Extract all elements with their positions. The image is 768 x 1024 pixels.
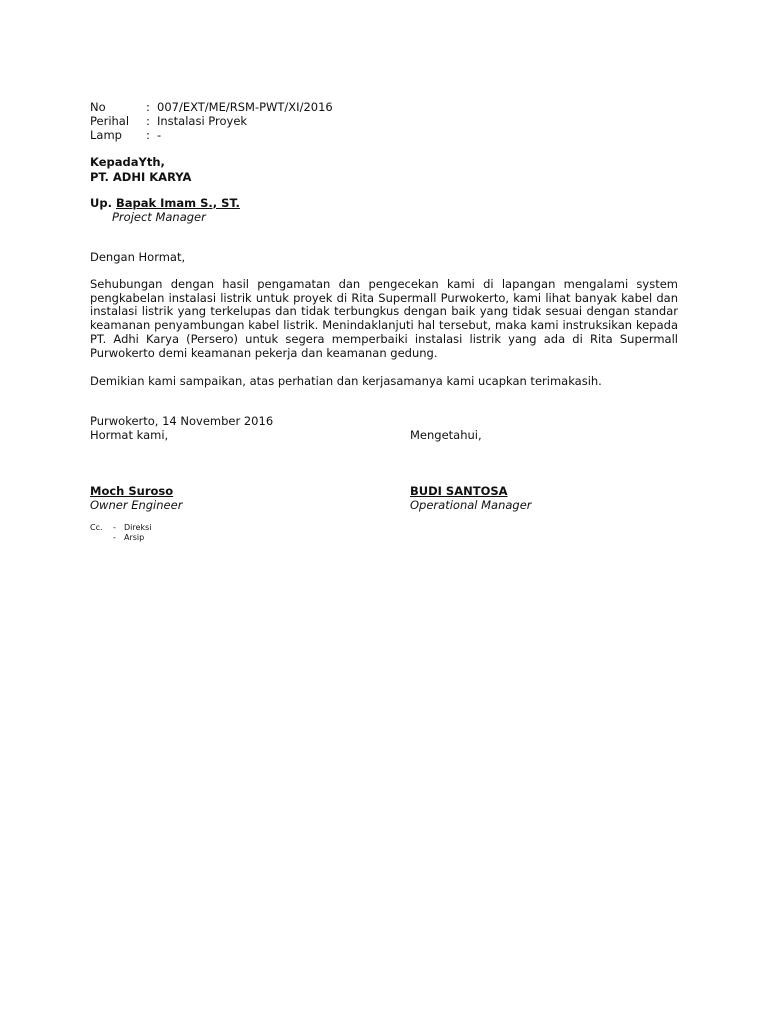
meta-row-attachment <box>90 128 333 142</box>
attention-line <box>90 196 240 210</box>
meta-row-number <box>90 100 333 114</box>
recipient-company: PT. ADHI KARYA <box>90 169 192 184</box>
attention-block <box>90 196 240 224</box>
meta-label: Lamp <box>90 128 122 142</box>
cc-dash: - <box>113 532 116 542</box>
cc-item <box>90 533 151 543</box>
cc-label: Cc. <box>90 523 103 532</box>
cc-dash: - <box>113 523 116 532</box>
greeting: Dengan Hormat, <box>90 250 186 264</box>
cc-list <box>90 523 151 542</box>
cc-label-spacer <box>90 533 113 543</box>
attention-title: Project Manager <box>112 210 206 224</box>
meta-label: Perihal <box>90 114 130 128</box>
meta-value: - <box>157 128 162 142</box>
cc-item <box>90 523 151 533</box>
closing-paragraph: Demikian kami sampaikan, atas perhatian dan kerjasamanya kami ucapkan terimakasih. <box>90 374 602 388</box>
signature-heading: Mengetahui, <box>410 428 482 442</box>
signature-right <box>410 428 532 512</box>
cc-recipient: Arsip <box>124 532 145 542</box>
body-paragraph: Sehubungan dengan hasil pengamatan dan pengecekan kami di lapangan mengalami system pengkabelan instalasi listrik untuk proyek di Rita Supermall Purwokerto, kami lihat banyak kabel dan instalasi listrik yang terkelupas dan tidak terbungkus dengan baik yang tidak sesuai dengan standar keamanan penyambungan kabel listrik. Menindaklanjuti hal tersebut, maka kami instruksikan kepada PT. Adhi Karya (Persero) untuk segera memperbaiki instalasi listrik yang ada di Rita Supermall Purwokerto demi keamanan pekerja dan keamanan gedung. <box>90 277 678 360</box>
meta-row-subject <box>90 114 333 128</box>
signer-role: Operational Manager <box>410 498 532 512</box>
signer-name: Moch Suroso <box>90 484 174 498</box>
meta-colon: : <box>146 100 150 114</box>
meta-value: 007/EXT/ME/RSM-PWT/XI/2016 <box>157 100 333 114</box>
attention-prefix: Up. <box>90 196 112 210</box>
attention-name: Bapak Imam S., ST. <box>115 196 240 210</box>
recipient-salutation: KepadaYth, <box>90 155 165 169</box>
signer-role: Owner Engineer <box>90 498 183 512</box>
cc-recipient: Direksi <box>124 523 152 532</box>
meta-colon: : <box>146 114 150 128</box>
letter-meta <box>90 100 333 142</box>
meta-colon: : <box>146 128 150 142</box>
meta-value: Instalasi Proyek <box>157 114 248 128</box>
signature-heading: Hormat kami, <box>90 428 169 442</box>
place-date: Purwokerto, 14 November 2016 <box>90 414 274 428</box>
signer-name: BUDI SANTOSA <box>410 484 508 498</box>
meta-label: No <box>90 100 106 114</box>
signature-left <box>90 428 182 512</box>
recipient-block <box>90 155 191 184</box>
